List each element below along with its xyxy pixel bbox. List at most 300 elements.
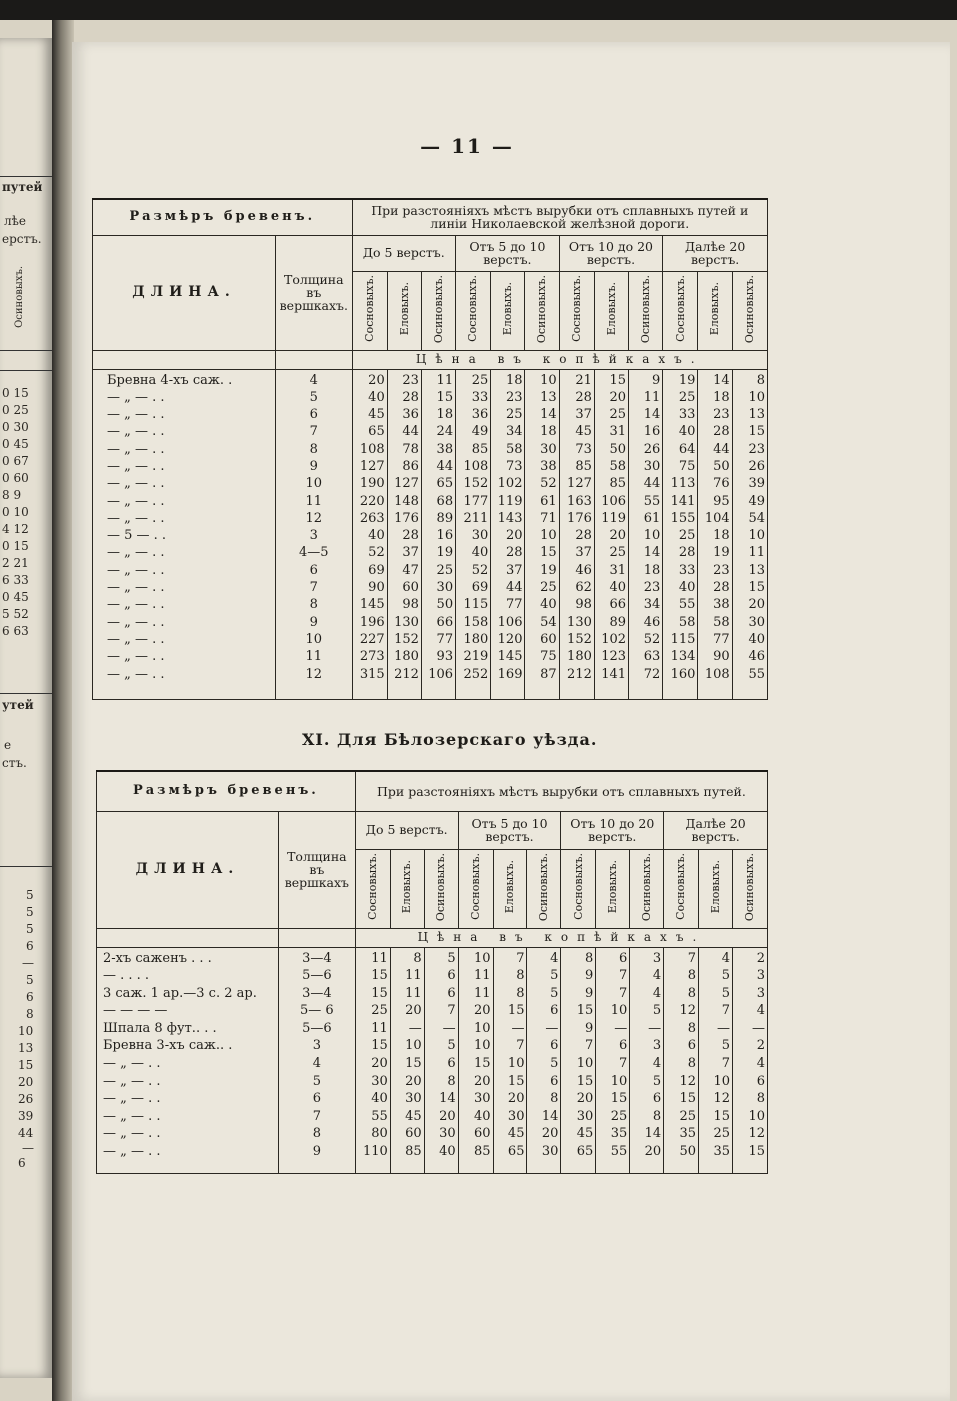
table-cell: 37 xyxy=(575,407,592,423)
table-cell: 18 xyxy=(540,424,557,440)
table-cell: 152 xyxy=(394,631,419,647)
table-cell: 177 xyxy=(463,493,489,509)
table-cell: 115 xyxy=(463,597,489,613)
table-cell: 18 xyxy=(505,372,523,388)
table-cell: 10 xyxy=(576,1056,594,1072)
left-fragment-word: лѣе xyxy=(4,214,26,228)
table-cell: 10 xyxy=(540,372,557,388)
table-cell: 25 xyxy=(609,407,627,423)
table-cell: 20 xyxy=(439,1108,456,1124)
table-cell: 2 xyxy=(756,1038,765,1054)
table-cell: 9 xyxy=(309,614,318,630)
table-cell: 190 xyxy=(359,476,385,492)
table-cell: 20 xyxy=(609,528,627,544)
table-cell: 60 xyxy=(474,1126,491,1142)
value-column xyxy=(459,952,491,1163)
table-cell: 4 xyxy=(756,1056,765,1072)
table-cell: 38 xyxy=(713,597,730,613)
thickness-header: Толщина въ вершкахъ. xyxy=(276,235,352,350)
table-cell: 212 xyxy=(394,666,419,682)
table-cell: 6 xyxy=(550,1038,559,1054)
column-header-aspen: Осиновыхъ. xyxy=(638,274,652,343)
table-cell: 46 xyxy=(575,562,592,578)
table-cell: 12 xyxy=(679,1073,697,1089)
table-cell: 119 xyxy=(497,493,523,509)
table-cell: 37 xyxy=(402,545,419,561)
table-cell: 20 xyxy=(505,528,523,544)
table-cell: 8 xyxy=(447,1073,456,1089)
column-header-pine: Сосновыхъ. xyxy=(362,275,376,343)
table-cell: 7 xyxy=(309,424,318,440)
left-fragment-value: 6 xyxy=(26,990,34,1004)
table-cell: 169 xyxy=(497,666,523,682)
left-fragment-value: 0 15 xyxy=(2,386,29,400)
table-cell: 7 xyxy=(312,1108,321,1124)
table-cell: 6 xyxy=(447,968,456,984)
table-cell: 18 xyxy=(643,562,661,578)
table-cell: 8 xyxy=(516,968,525,984)
table-cell: 55 xyxy=(748,666,765,682)
column-header-pine: Сосновыхъ. xyxy=(674,853,688,921)
table-cell: 26 xyxy=(643,441,661,457)
table-cell: 127 xyxy=(359,458,385,474)
value-column xyxy=(525,374,556,685)
table-cell: 28 xyxy=(402,528,419,544)
table-cell: 212 xyxy=(567,666,592,682)
table-cell: 145 xyxy=(497,649,523,665)
table-cell: 176 xyxy=(394,510,419,526)
left-fragment-word: ерстъ. xyxy=(2,232,42,246)
left-fragment-word: е xyxy=(4,738,12,752)
table-cell: 11 xyxy=(748,545,765,561)
table-cell: 141 xyxy=(670,493,696,509)
left-fragment-word: утей xyxy=(2,698,34,712)
table-cell: 5 xyxy=(550,985,559,1001)
section-title: XI. Для Бѣлозерскаго уѣзда. xyxy=(302,730,598,749)
thickness-header: Толщина въ вершкахъ xyxy=(278,811,355,928)
table-cell: 62 xyxy=(575,580,592,596)
table-cell: 89 xyxy=(436,510,454,526)
table-cell: 108 xyxy=(463,458,489,474)
table-cell: 85 xyxy=(474,1144,491,1160)
table-cell: 4 xyxy=(652,985,662,1001)
table-cell: 40 xyxy=(471,545,489,561)
table-cell: 15 xyxy=(371,968,388,984)
table-cell: — „ — . . xyxy=(103,1073,161,1089)
table-cell: 61 xyxy=(540,493,557,509)
table-cell: 66 xyxy=(609,597,627,613)
distance-band-2: Отъ 5 до 10 верстъ. xyxy=(456,235,560,271)
table-cell: — „ — . . xyxy=(107,666,165,682)
table-cell: 196 xyxy=(359,614,385,630)
table-cell: 40 xyxy=(678,424,696,440)
table-cell: 123 xyxy=(601,649,627,665)
table-cell: 25 xyxy=(679,1108,697,1124)
table-cell: 47 xyxy=(402,562,419,578)
table-cell: 106 xyxy=(497,614,523,630)
table-cell: 14 xyxy=(541,1108,559,1124)
column-header-pine: Сосновыхъ. xyxy=(366,853,380,921)
table-cell: 130 xyxy=(394,614,419,630)
table-cell: — xyxy=(752,1020,765,1036)
column-header-spruce: Еловыхъ. xyxy=(400,860,414,914)
table-cell: 273 xyxy=(359,649,385,665)
table-cell: 31 xyxy=(609,424,627,440)
column-header-spruce: Еловыхъ. xyxy=(604,282,618,336)
table-cell: 5 xyxy=(652,1073,662,1089)
table-cell: 49 xyxy=(748,493,765,509)
table-cell: 65 xyxy=(576,1144,594,1160)
table-cell: 2 xyxy=(756,950,765,966)
table-cell: 28 xyxy=(575,528,592,544)
table-cell: Бревна 4-хъ саж. . xyxy=(107,372,233,388)
column-header-aspen: Осиновыхъ. xyxy=(431,274,445,343)
table-cell: — „ — . . xyxy=(107,562,165,578)
table-cell: 180 xyxy=(567,649,592,665)
table-cell: 23 xyxy=(505,389,523,405)
table-cell: 8 xyxy=(550,1091,559,1107)
table-cell: 66 xyxy=(436,614,454,630)
length-header: ДЛИНА. xyxy=(135,861,240,878)
table-cell: 28 xyxy=(713,580,730,596)
value-column xyxy=(422,374,453,685)
left-fragment-value: 0 45 xyxy=(2,437,29,451)
table-cell: 55 xyxy=(643,493,661,509)
table-cell: 30 xyxy=(439,1126,456,1142)
table-cell: Шпала 8 фут.. . . xyxy=(103,1020,217,1036)
table-cell: 11 xyxy=(474,968,491,984)
table-cell: 8 xyxy=(309,597,318,613)
table-cell: 5 xyxy=(721,968,730,984)
value-column xyxy=(560,374,592,685)
table-cell: 108 xyxy=(359,441,385,457)
table-cell: 90 xyxy=(368,580,385,596)
table-cell: 3—4 xyxy=(302,950,332,966)
table-cell: 86 xyxy=(402,458,419,474)
table-cell: 85 xyxy=(471,441,489,457)
left-fragment-value: 0 25 xyxy=(2,403,29,417)
table-cell: 102 xyxy=(601,631,627,647)
table-cell: 9 xyxy=(585,1020,594,1036)
table-cell: 8 xyxy=(756,1091,765,1107)
table-cell: 110 xyxy=(362,1144,388,1160)
table-cell: 6 xyxy=(447,985,456,1001)
column-header-spruce: Еловыхъ. xyxy=(606,860,619,914)
value-column xyxy=(425,952,456,1163)
table-cell: 31 xyxy=(609,562,627,578)
left-fragment-value: 39 xyxy=(18,1109,34,1123)
table-cell: 7 xyxy=(721,1056,730,1072)
table-cell: 54 xyxy=(540,614,557,630)
table-cell: 33 xyxy=(678,562,696,578)
table-cell: 104 xyxy=(704,510,730,526)
table-cell: 227 xyxy=(359,631,385,647)
left-fragment-value: 0 60 xyxy=(2,471,29,485)
length-header: ДЛИНА. xyxy=(132,284,236,301)
table-cell: 46 xyxy=(643,614,661,630)
table-cell: Бревна 3-хъ саж.. . xyxy=(103,1038,233,1054)
table-cell: 44 xyxy=(505,580,523,596)
table-cell: 7 xyxy=(618,985,628,1001)
table-cell: 7 xyxy=(516,950,525,966)
table-cell: 30 xyxy=(405,1091,422,1107)
table-cell: 23 xyxy=(643,580,661,596)
value-column xyxy=(630,952,661,1163)
column-header-spruce: Еловыхъ. xyxy=(503,860,517,914)
table-cell: 12 xyxy=(748,1126,765,1142)
table-cell: 8 xyxy=(687,968,697,984)
table-cell: 20 xyxy=(609,389,627,405)
table-cell: 15 xyxy=(610,1091,628,1107)
table-cell: 65 xyxy=(368,424,385,440)
value-column xyxy=(456,374,488,685)
left-fragment-value: 15 xyxy=(18,1058,34,1072)
table-cell: 11 xyxy=(436,372,454,388)
column-header-aspen: Осиновыхъ. xyxy=(434,852,448,921)
left-fragment-word: стъ. xyxy=(2,756,27,770)
table-cell: 15 xyxy=(576,1003,594,1019)
value-column xyxy=(491,374,522,685)
table-cell: 15 xyxy=(748,580,765,596)
column-header-pine: Сосновыхъ. xyxy=(468,853,482,921)
table-cell: 25 xyxy=(610,1108,628,1124)
table-cell: 20 xyxy=(576,1091,594,1107)
table-cell: 155 xyxy=(670,510,696,526)
table-cell: 145 xyxy=(359,597,385,613)
table-cell: — . . . . xyxy=(103,968,150,984)
left-fragment-value: 6 xyxy=(26,939,34,953)
table-cell: 6 xyxy=(550,1003,559,1019)
left-fragment-value: 2 21 xyxy=(2,556,29,570)
table-cell: 11 xyxy=(405,968,422,984)
table-cell: 28 xyxy=(575,389,592,405)
table-cell: — — — — xyxy=(103,1003,168,1019)
table-cell: 15 xyxy=(679,1091,697,1107)
table-cell: 45 xyxy=(507,1126,525,1142)
value-column xyxy=(596,952,627,1163)
table-cell: 8 xyxy=(309,441,318,457)
table-cell: 7 xyxy=(516,1038,525,1054)
table-cell: 40 xyxy=(371,1091,388,1107)
table-cell: 98 xyxy=(402,597,419,613)
table-cell: 15 xyxy=(507,1073,525,1089)
table-cell: 58 xyxy=(713,614,730,630)
table-cell: — „ — . . xyxy=(107,614,165,630)
table-cell: 4 xyxy=(652,1056,662,1072)
table-cell: 38 xyxy=(436,441,454,457)
table-cell: 4—5 xyxy=(299,545,329,561)
table-cell: 5 xyxy=(309,389,318,405)
table-cell: 45 xyxy=(368,407,385,423)
table-cell: 106 xyxy=(601,493,627,509)
table-cell: 6 xyxy=(309,407,318,423)
table-cell: 52 xyxy=(643,631,661,647)
table-cell: 63 xyxy=(643,649,661,665)
table-cell: 8 xyxy=(516,985,525,1001)
distance-band-4: Далѣе 20 верстъ. xyxy=(663,235,768,271)
table-cell: 12 xyxy=(679,1003,697,1019)
table-cell: 25 xyxy=(505,407,523,423)
size-header: Размѣръ бревенъ. xyxy=(132,783,319,799)
table-cell: 23 xyxy=(713,407,730,423)
table-cell: 52 xyxy=(540,476,557,492)
table-cell: 15 xyxy=(713,1108,730,1124)
left-fragment-value: — xyxy=(22,956,34,970)
table-cell: 152 xyxy=(463,476,489,492)
table-cell: 9 xyxy=(651,372,661,388)
table-cell: 37 xyxy=(575,545,592,561)
table-cell: 9 xyxy=(585,968,594,984)
table-cell: 40 xyxy=(368,528,385,544)
table-cell: 12 xyxy=(305,666,323,682)
table-cell: 6 xyxy=(687,1038,697,1054)
table-cell: 10 xyxy=(405,1038,422,1054)
value-column xyxy=(663,374,695,685)
table-cell: 60 xyxy=(540,631,557,647)
table-cell: 11 xyxy=(371,1020,388,1036)
thickness-values xyxy=(276,374,351,685)
table-cell: — xyxy=(614,1020,628,1036)
table-cell: 6 xyxy=(550,1073,559,1089)
table-cell: 10 xyxy=(474,950,491,966)
table-cell: 7 xyxy=(721,1003,730,1019)
table-cell: 5 xyxy=(447,1038,456,1054)
table-cell: 20 xyxy=(644,1144,662,1160)
table-cell: 143 xyxy=(497,510,523,526)
table-cell: 10 xyxy=(540,528,557,544)
table-cell: 30 xyxy=(474,1091,491,1107)
distance-header: При разстояніяхъ мѣстъ вырубки отъ сплавныхъ путей. xyxy=(355,771,767,811)
table-cell: 108 xyxy=(704,666,730,682)
table-cell: 25 xyxy=(471,372,489,388)
table-cell: — „ — . . xyxy=(103,1108,161,1124)
table-cell: 25 xyxy=(713,1126,730,1142)
table-cell: 36 xyxy=(402,407,419,423)
table-cell: 33 xyxy=(471,389,489,405)
left-fragment-value: 8 9 xyxy=(2,488,22,502)
table-cell: 20 xyxy=(507,1091,525,1107)
table-cell: 19 xyxy=(678,372,696,388)
value-column xyxy=(494,952,525,1163)
table-cell: 30 xyxy=(541,1144,559,1160)
distance-header: При разстояніяхъ мѣстъ вырубки отъ сплавныхъ путей и линіи Николаевской желѣзной дороги. xyxy=(352,199,767,235)
table-cell: 28 xyxy=(402,389,419,405)
table-cell: 130 xyxy=(567,614,592,630)
table-cell: 98 xyxy=(575,597,592,613)
value-column xyxy=(698,374,729,685)
table-cell: 40 xyxy=(609,580,627,596)
table-cell: 20 xyxy=(474,1073,491,1089)
table-cell: — „ — . . xyxy=(107,389,165,405)
table-cell: 10 xyxy=(748,389,765,405)
table-cell: 5—6 xyxy=(302,1020,332,1036)
column-header-spruce: Еловыхъ. xyxy=(708,860,722,914)
table-cell: 180 xyxy=(463,631,489,647)
table-cell: 10 xyxy=(713,1073,730,1089)
table-cell: 15 xyxy=(748,1144,765,1160)
column-header-aspen: Осиновыхъ. xyxy=(743,852,757,921)
table-cell: 68 xyxy=(436,493,454,509)
table-cell: 6 xyxy=(312,1091,321,1107)
table-cell: 20 xyxy=(368,372,385,388)
table-cell: 65 xyxy=(436,476,454,492)
table-cell: 15 xyxy=(474,1056,491,1072)
table-cell: 93 xyxy=(436,649,454,665)
column-header-spruce: Еловыхъ. xyxy=(708,282,722,336)
table-cell: 15 xyxy=(405,1056,422,1072)
table-cell: 73 xyxy=(505,458,523,474)
table-cell: 60 xyxy=(402,580,419,596)
table-cell: 75 xyxy=(678,458,696,474)
left-fragment-value: 6 63 xyxy=(2,624,29,638)
table-cell: 3 xyxy=(756,968,765,984)
column-header-aspen: Осиновыхъ. xyxy=(535,274,549,343)
table-cell: 10 xyxy=(507,1056,525,1072)
table-cell: 13 xyxy=(748,407,765,423)
value-column xyxy=(664,952,696,1163)
table-cell: 3 xyxy=(756,985,765,1001)
table-cell: 263 xyxy=(359,510,385,526)
table-cell: — „ — . . xyxy=(107,580,165,596)
table-cell: 77 xyxy=(505,597,523,613)
table-cell: 3—4 xyxy=(302,985,332,1001)
table-cell: 3 xyxy=(312,1038,321,1054)
table-cell: 14 xyxy=(643,545,661,561)
table-cell: 90 xyxy=(713,649,730,665)
table-cell: 10 xyxy=(748,1108,765,1124)
table-cell: 3 xyxy=(309,528,318,544)
table-cell: 3 xyxy=(652,1038,662,1054)
table-cell: 10 xyxy=(474,1038,491,1054)
value-column xyxy=(353,374,385,685)
price-unit-header: Цѣна въ копѣйкахъ. xyxy=(352,350,767,369)
table-cell: 28 xyxy=(713,424,730,440)
table-cell: 30 xyxy=(643,458,661,474)
table-cell: 45 xyxy=(405,1108,422,1124)
table-cell: 26 xyxy=(748,458,765,474)
table-cell: 30 xyxy=(371,1073,388,1089)
value-column xyxy=(391,952,422,1163)
table-cell: — „ — . . xyxy=(103,1056,161,1072)
distance-band-3: Отъ 10 до 20 верстъ. xyxy=(559,235,663,271)
table-cell: 40 xyxy=(540,597,557,613)
table-cell: 7 xyxy=(618,1056,628,1072)
table-cell: 9 xyxy=(309,458,318,474)
table-cell: — „ — . . xyxy=(107,649,165,665)
table-cell: 220 xyxy=(359,493,385,509)
table-cell: 211 xyxy=(463,510,489,526)
table-cell: — „ — . . xyxy=(107,424,165,440)
table-cell: 5 xyxy=(312,1073,321,1089)
value-column xyxy=(388,374,419,685)
table-cell: 13 xyxy=(540,389,557,405)
table-cell: 20 xyxy=(474,1003,491,1019)
table-cell: 55 xyxy=(371,1108,388,1124)
table-cell: 8 xyxy=(652,1108,662,1124)
table-cell: 163 xyxy=(567,493,592,509)
table-cell: 60 xyxy=(405,1126,422,1142)
table-cell: 34 xyxy=(505,424,523,440)
left-fragment-value: 5 xyxy=(26,888,34,902)
table-cell: 4 xyxy=(550,950,559,966)
table-cell: 34 xyxy=(643,597,661,613)
column-header-pine: Сосновыхъ. xyxy=(570,275,583,343)
table-cell: 85 xyxy=(609,476,627,492)
table-cell: — „ — . . xyxy=(107,407,165,423)
table-cell: 50 xyxy=(436,597,454,613)
table-cell: 127 xyxy=(567,476,592,492)
table-cell: 134 xyxy=(670,649,696,665)
